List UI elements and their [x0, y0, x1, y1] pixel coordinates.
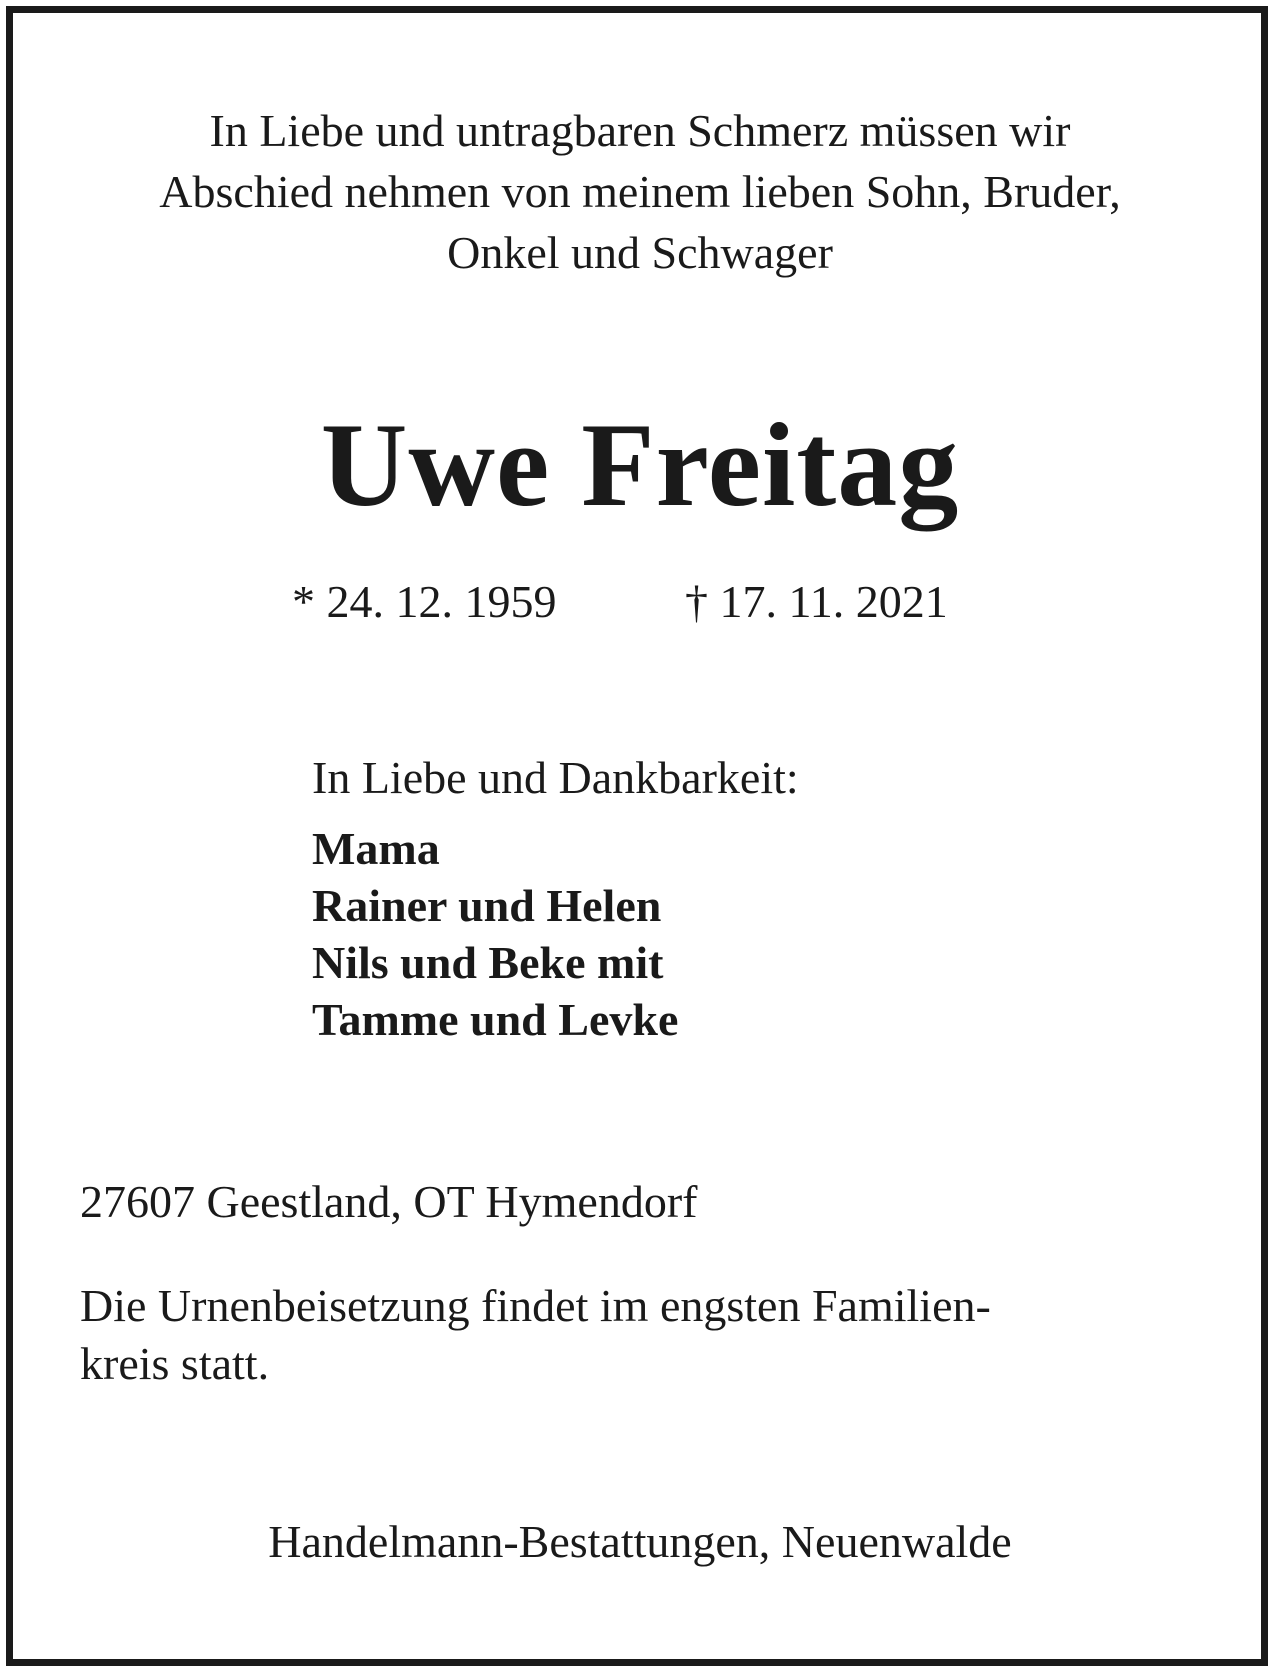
intro-line: Onkel und Schwager	[447, 227, 833, 278]
mourner-name: Mama	[312, 823, 440, 874]
mourner-name: Nils und Beke mit	[312, 937, 664, 988]
notice-line: kreis statt.	[80, 1338, 270, 1389]
intro-text	[0, 100, 1280, 283]
mourners-heading: In Liebe und Dankbarkeit:	[312, 752, 799, 803]
mourners-list	[312, 820, 678, 1048]
deceased-name: Uwe Freitag	[320, 398, 960, 531]
mourner-name: Rainer und Helen	[312, 880, 662, 931]
undertaker: Handelmann-Bestattungen, Neuenwalde	[268, 1516, 1012, 1567]
death-date: † 17. 11. 2021	[685, 576, 948, 627]
address: 27607 Geestland, OT Hymendorf	[80, 1176, 698, 1227]
mourner-name: Tamme und Levke	[312, 994, 679, 1045]
birth-date: * 24. 12. 1959	[292, 576, 557, 627]
burial-notice	[80, 1277, 991, 1393]
intro-line: Abschied nehmen von meinem lieben Sohn, Bruder,	[159, 166, 1121, 217]
notice-line: Die Urnenbeisetzung findet im engsten Familien-	[80, 1280, 991, 1331]
intro-line: In Liebe und untragbaren Schmerz müssen wir	[209, 105, 1071, 156]
